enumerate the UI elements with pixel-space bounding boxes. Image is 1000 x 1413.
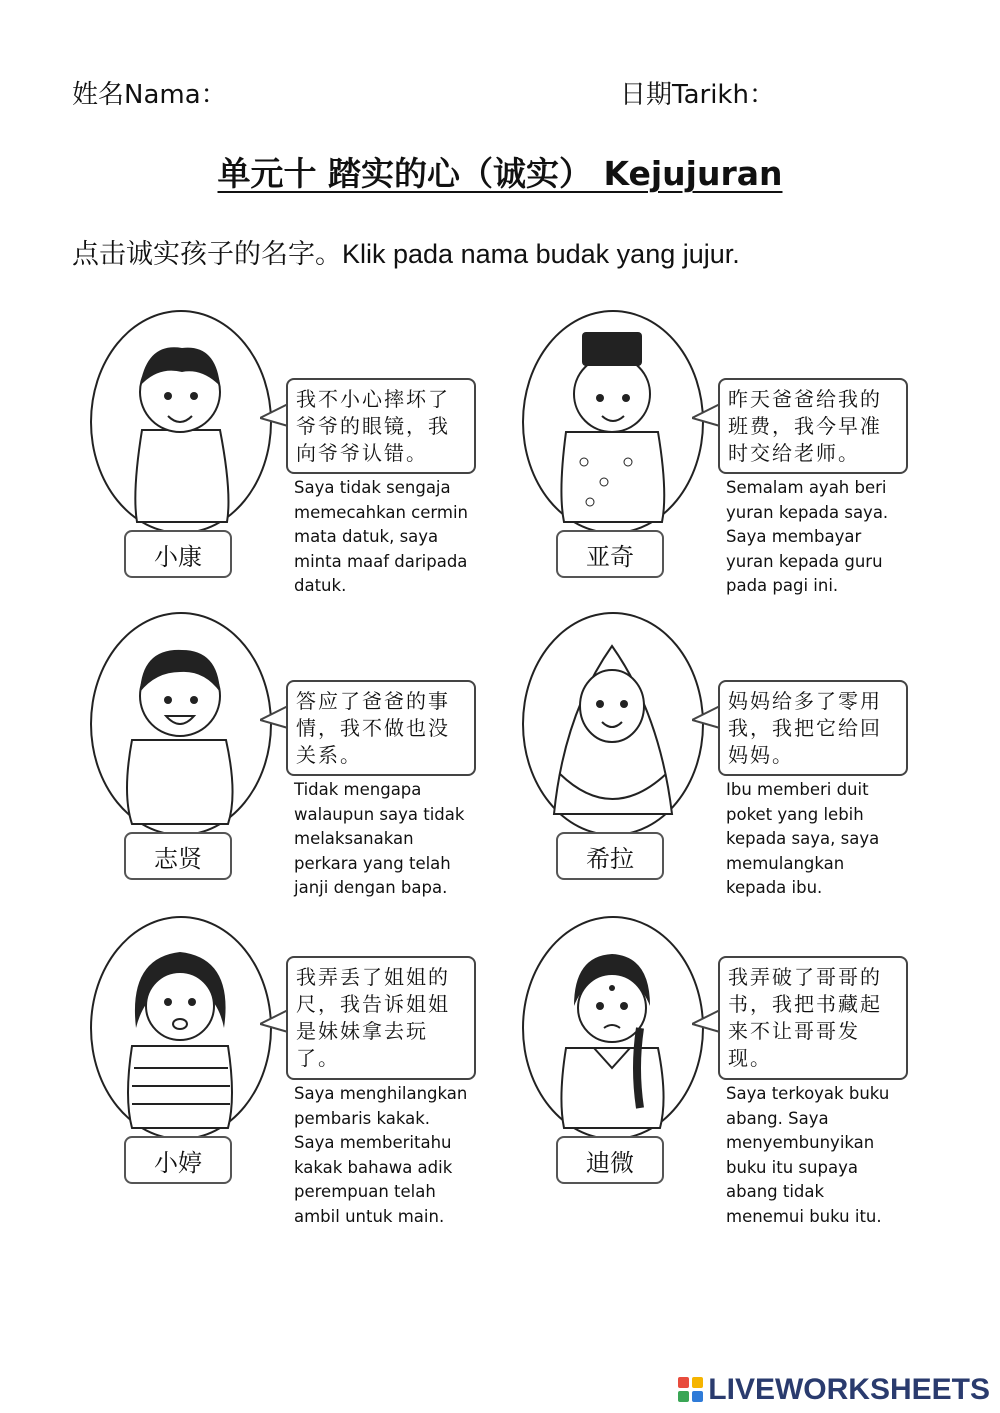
card-zhixian [90, 612, 510, 912]
name-button-yaqi[interactable]: 亚奇 [556, 530, 664, 578]
malay-translation: Semalam ayah beri yuran kepada saya. Saya membayar yuran kepada guru pada pagi ini. [726, 478, 889, 595]
child-illustration [522, 310, 704, 534]
liveworksheets-logo [678, 1373, 990, 1407]
speech-bubble: 我弄破了哥哥的 书，我把书藏起 来不让哥哥发 现。 [718, 956, 908, 1080]
malay-translation: Ibu memberi duit poket yang lebih kepada saya, saya memulangkan kepada ibu. [726, 780, 880, 897]
instruction-text: 点击诚实孩子的名字。Klik pada nama budak yang jujur. [72, 239, 740, 269]
date-label: 日期Tarikh： [620, 80, 775, 110]
speech-bubble: 我不小心摔坏了 爷爷的眼镜，我 向爷爷认错。 [286, 378, 476, 474]
child-illustration [522, 916, 704, 1140]
name-button-diwei[interactable]: 迪微 [556, 1136, 664, 1184]
card-xiaokang [90, 310, 510, 610]
card-xiaoting [90, 916, 510, 1226]
card-yaqi [522, 310, 942, 610]
card-xila [522, 612, 942, 912]
watermark-text: LIVEWORKSHEETS [708, 1373, 990, 1406]
malay-translation: Tidak mengapa walaupun saya tidak melaksanakan perkara yang telah janji dengan bapa. [294, 780, 465, 897]
speech-bubble: 昨天爸爸给我的 班费，我今早准 时交给老师。 [718, 378, 908, 474]
name-label: 姓名Nama： [72, 80, 227, 110]
child-illustration [90, 916, 272, 1140]
child-illustration [522, 612, 704, 836]
speech-bubble: 答应了爸爸的事 情，我不做也没 关系。 [286, 680, 476, 776]
malay-translation: Saya tidak sengaja memecahkan cermin mata datuk, saya minta maaf daripada datuk. [294, 478, 468, 595]
speech-bubble: 我弄丢了姐姐的 尺，我告诉姐姐 是妹妹拿去玩 了。 [286, 956, 476, 1080]
malay-translation: Saya terkoyak buku abang. Saya menyembunyikan buku itu supaya abang tidak menemui buku itu. [726, 1084, 890, 1226]
name-button-zhixian[interactable]: 志贤 [124, 832, 232, 880]
malay-translation: Saya menghilangkan pembaris kakak. Saya memberitahu kakak bahawa adik perempuan telah ambil untuk main. [294, 1084, 468, 1226]
speech-bubble: 妈妈给多了零用 我，我把它给回 妈妈。 [718, 680, 908, 776]
card-diwei [522, 916, 942, 1226]
name-button-xiaoting[interactable]: 小婷 [124, 1136, 232, 1184]
child-illustration [90, 612, 272, 836]
liveworksheets-icon [678, 1377, 704, 1403]
name-button-xiaokang[interactable]: 小康 [124, 530, 232, 578]
name-button-xila[interactable]: 希拉 [556, 832, 664, 880]
child-illustration [90, 310, 272, 534]
page-title: 单元十 踏实的心（诚实） Kejujuran [217, 154, 783, 193]
